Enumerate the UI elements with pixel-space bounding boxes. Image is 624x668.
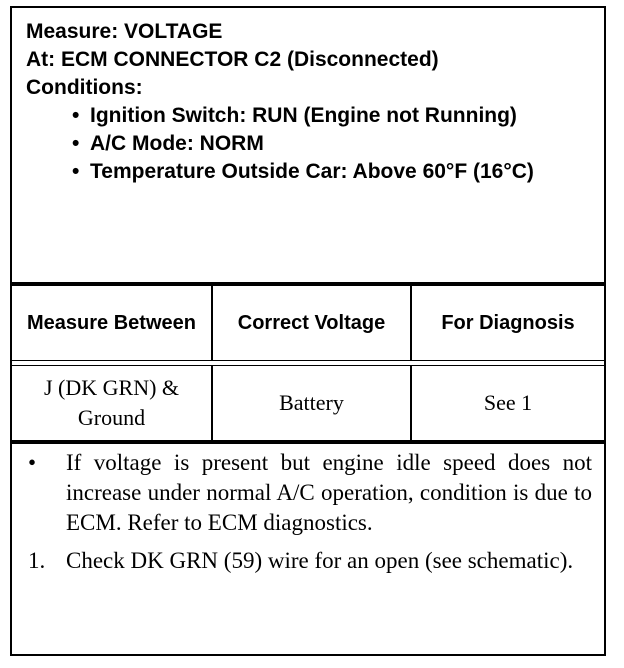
condition-item <box>66 158 560 186</box>
notes-section <box>12 444 604 576</box>
conditions-label: Conditions: <box>26 76 143 99</box>
condition-item <box>66 130 560 158</box>
test-location: At: ECM CONNECTOR C2 (Disconnected) <box>26 48 439 71</box>
condition-item <box>66 102 560 130</box>
step-number: 1. <box>28 548 46 573</box>
conditions-list <box>26 102 604 186</box>
diagnostic-chart <box>10 6 606 656</box>
bullet-icon: • <box>72 160 80 183</box>
table-cell: See 1 <box>410 366 604 440</box>
note-text: If voltage is present but engine idle speed does not increase under normal A/C operation, condition is due to ECM. Refer to ECM diagnostics. <box>66 450 592 535</box>
measure-label: Measure: VOLTAGE <box>26 20 223 43</box>
column-header: Correct Voltage <box>211 286 410 360</box>
column-header: Measure Between <box>27 312 196 334</box>
test-header <box>12 8 604 282</box>
column-header: For Diagnosis <box>410 286 604 360</box>
bullet-icon: • <box>72 132 80 155</box>
bullet-icon: • <box>72 104 80 127</box>
table-cell: J (DK GRN) & Ground <box>43 375 180 430</box>
table-header-row <box>12 286 604 360</box>
condition-text: A/C Mode: NORM <box>90 132 264 155</box>
bullet-icon: • <box>28 450 37 475</box>
condition-text: Temperature Outside Car: Above 60°F (16°C) <box>90 160 534 183</box>
note-text: Check DK GRN (59) wire for an open (see schematic). <box>66 548 574 573</box>
list-item <box>24 546 592 576</box>
table-cell: Battery <box>211 366 410 440</box>
list-item <box>24 448 592 538</box>
condition-text: Ignition Switch: RUN (Engine not Running) <box>90 104 517 127</box>
table-row <box>12 366 604 440</box>
